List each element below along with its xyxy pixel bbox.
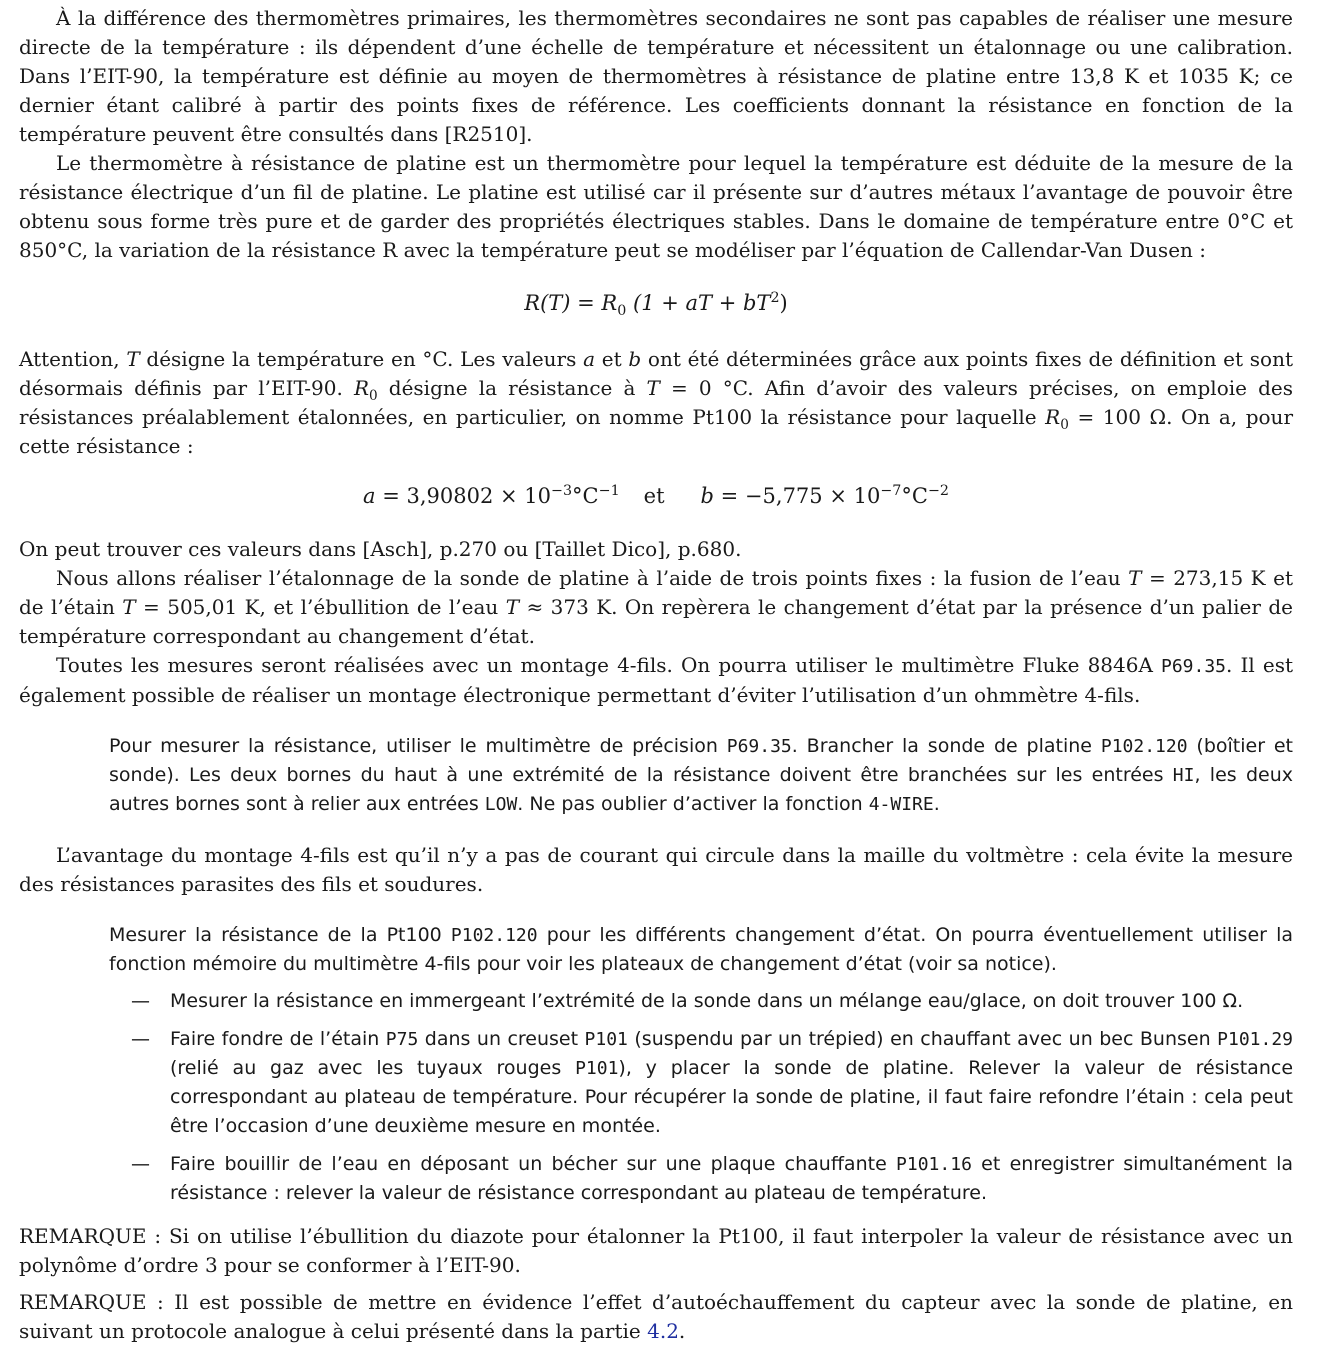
equation-coefficients: $a = 3,90802 \times 10^{-3}^\circ C^{-1}$ et $b = -5,775 \times 10^{-7}^\circ C^{-2}$	[363, 483, 949, 508]
dash-bullet: —	[131, 990, 150, 1012]
list-item: — Faire bouillir de l’eau en déposant un bécher sur une plaque chauffante P101.16 et enregistrer simultanément la résistance : relever la valeur de résistance correspondant au plateau de température.	[109, 1150, 1293, 1208]
paragraph-references: On peut trouver ces valeurs dans [Asch], p.270 ou [Taillet Dico], p.680.	[19, 537, 742, 561]
dash-bullet: —	[131, 1153, 150, 1175]
section-link[interactable]: 4.2	[647, 1319, 679, 1343]
paragraph-thermometres-secondaires: À la différence des thermomètres primaires, les thermomètres secondaires ne sont pas capables de réaliser une mesure directe de la température : ils dépendent d’une échelle de température et nécessitent un étalonnage ou une calibration. Dans l’EIT-90, la température est définie au moyen de thermomètres à résistance de platine entre 13,8 K et 1035 K; ce dernier étant calibré à partir des points fixes de référence. Les coefficients donnant la résistance en fonction de la température peuvent être consultés dans [R2510].	[19, 6, 1293, 146]
dash-bullet: —	[131, 1028, 150, 1050]
instruction-box-mesure-resistance: Pour mesurer la résistance, utiliser le multimètre de précision P69.35. Brancher la sonde de platine P102.120 (boîtier et sonde). Les deux bornes du haut à une extrémité de la résistance doivent être branchées sur les entrées HI, les deux autres bornes sont à relier aux entrées LOW. Ne pas oublier d’activer la fonction 4-WIRE.	[109, 735, 1293, 815]
paragraph-thermometre-platine: Le thermomètre à résistance de platine est un thermomètre pour lequel la température est déduite de la mesure de la résistance électrique d’un fil de platine. Le platine est utilisé car il présente sur d’autres métaux l’avantage de pouvoir être obtenu sous forme très pure et de garder des propriétés électriques stables. Dans le domaine de température entre 0°C et 850°C, la variation de la résistance R avec la température peut se modéliser par l’équation de Callendar-Van Dusen :	[19, 151, 1293, 262]
instruction-list	[109, 987, 1293, 1208]
list-item: — Mesurer la résistance en immergeant l’extrémité de la sonde dans un mélange eau/glace, on doit trouver 100 Ω.	[109, 987, 1293, 1016]
remark-diazote: REMARQUE : Si on utilise l’ébullition du diazote pour étalonner la Pt100, il faut interpoler la valeur de résistance avec un polynôme d’ordre 3 pour se conformer à l’EIT-90.	[19, 1224, 1293, 1277]
remark-autoechauffement: REMARQUE : Il est possible de mettre en évidence l’effet d’autoéchauffement du capteur avec la sonde de platine, en suivant un protocole analogue à celui présenté dans la partie 4.2.	[19, 1290, 1293, 1343]
equation-callendar-van-dusen: $R(T) = R_0$ (1 + aT + $bT^2$)	[524, 290, 788, 320]
document-page	[19, 4, 1293, 1346]
paragraph-montage-4-fils: Toutes les mesures seront réalisées avec un montage 4-fils. On pourra utiliser le multimètre Fluke 8846A P69.35. Il est également possible de réaliser un montage électronique permettant d’éviter l’utilisation d’un ohmmètre 4-fils.	[19, 653, 1293, 707]
paragraph-points-fixes: Nous allons réaliser l’étalonnage de la sonde de platine à l’aide de trois points fixes : la fusion de l’eau T = 273,15 K et de l’étain T = 505,01 K, et l’ébullition de l’eau T ≈ 373 K. On repèrera le changement d’état par la présence d’un palier de température correspondant au changement d’état.	[19, 566, 1294, 648]
paragraph-avantage-4-fils: L’avantage du montage 4-fils est qu’il n’y a pas de courant qui circule dans la maille du voltmètre : cela évite la mesure des résistances parasites des fils et soudures.	[19, 843, 1293, 896]
paragraph-attention: Attention, T désigne la température en °C. Les valeurs a et b ont été déterminées grâce aux points fixes de définition et sont désormais définis par l’EIT-90. $R_0$ désigne la résistance à T = 0 °C. Afin d’avoir des valeurs précises, on emploie des résistances préalablement étalonnées, en particulier, on nomme Pt100 la résistance pour laquelle $R_0 = 100$ Ω. On a, pour cette résistance :	[19, 347, 1294, 458]
instruction-box-changements-etat: Mesurer la résistance de la Pt100 P102.120 pour les différents changement d’état. On pourra éventuellement utiliser la fonction mémoire du multimètre 4-fils pour voir les plateaux de changement d’état (voir sa notice).	[109, 924, 1293, 975]
list-item: — Faire fondre de l’étain P75 dans un creuset P101 (suspendu par un trépied) en chauffant avec un bec Bunsen P101.29 (relié au gaz avec les tuyaux rouges P101), y placer la sonde de platine. Relever la valeur de résistance correspondant au plateau de température. Pour récupérer la sonde de platine, il faut faire refondre l’étain : cela peut être l’occasion d’une deuxième mesure en montée.	[109, 1025, 1293, 1141]
